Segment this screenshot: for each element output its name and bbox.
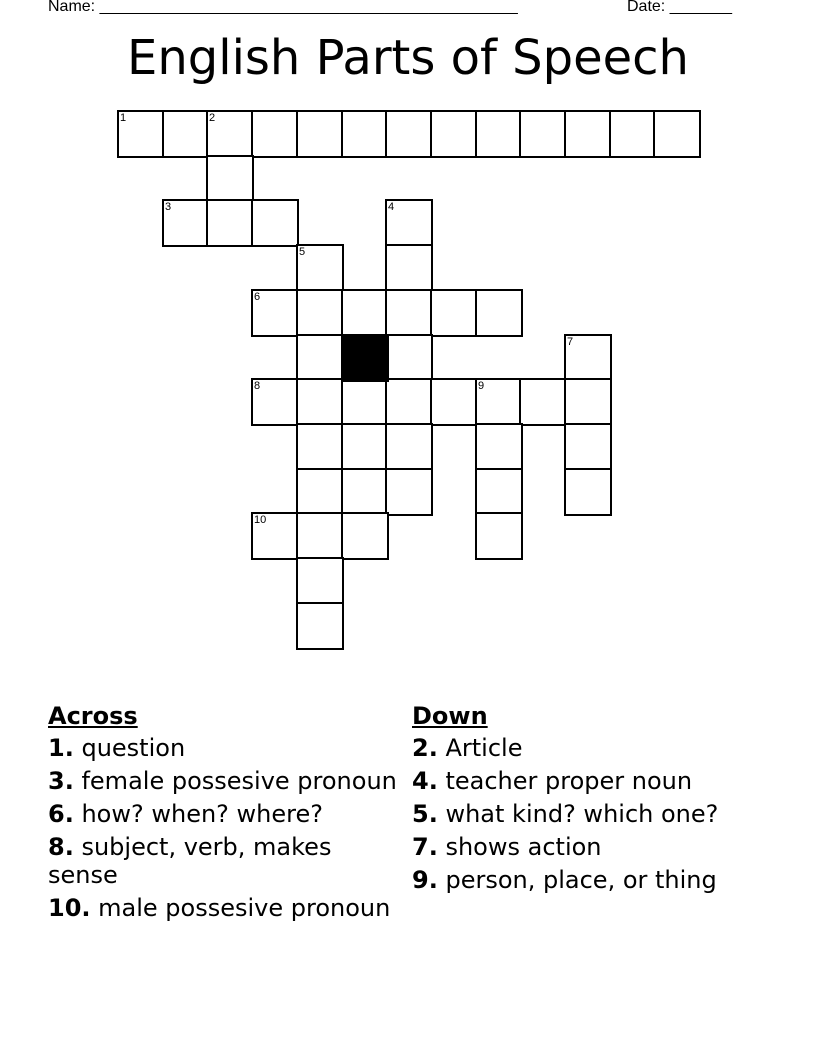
crossword-cell[interactable] xyxy=(206,155,254,203)
crossword-cell[interactable] xyxy=(251,199,299,247)
crossword-cell[interactable] xyxy=(162,199,210,247)
crossword-cell[interactable] xyxy=(296,468,344,516)
crossword-cell[interactable] xyxy=(385,334,433,382)
across-clue: 3. female possesive pronoun xyxy=(48,767,397,795)
crossword-cell[interactable] xyxy=(475,512,523,560)
across-clue: 1. question xyxy=(48,734,186,762)
crossword-cell[interactable] xyxy=(341,378,389,426)
crossword-cell[interactable] xyxy=(296,110,344,158)
clue-number: 9 xyxy=(478,380,485,392)
crossword-cell[interactable] xyxy=(341,468,389,516)
crossword-cell[interactable] xyxy=(251,378,299,426)
clue-number: 7 xyxy=(567,336,574,348)
crossword-cell[interactable] xyxy=(564,378,612,426)
crossword-cell[interactable] xyxy=(519,110,567,158)
crossword-cell[interactable] xyxy=(296,378,344,426)
crossword-cell[interactable] xyxy=(564,423,612,471)
crossword-cell[interactable] xyxy=(251,110,299,158)
crossword-cell[interactable] xyxy=(475,468,523,516)
down-clue: 4. teacher proper noun xyxy=(412,767,693,795)
clue-number: 2 xyxy=(209,112,216,124)
crossword-cell[interactable] xyxy=(385,378,433,426)
crossword-cell[interactable] xyxy=(296,557,344,605)
clue-number: 10 xyxy=(254,514,267,526)
crossword-cell[interactable] xyxy=(117,110,165,158)
across-heading: Across xyxy=(48,702,138,730)
crossword-cell[interactable] xyxy=(296,244,344,292)
crossword-cell[interactable] xyxy=(296,334,344,382)
across-clue: 6. how? when? where? xyxy=(48,800,323,828)
down-clue: 9. person, place, or thing xyxy=(412,866,717,894)
crossword-cell[interactable] xyxy=(475,378,523,426)
clue-number: 4 xyxy=(388,201,395,213)
across-clues xyxy=(48,702,398,927)
crossword-cell[interactable] xyxy=(296,423,344,471)
crossword-cell[interactable] xyxy=(430,289,478,337)
crossword-cell[interactable] xyxy=(385,244,433,292)
crossword-cell[interactable] xyxy=(475,110,523,158)
clue-number: 8 xyxy=(254,380,261,392)
crossword-cell[interactable] xyxy=(341,512,389,560)
down-clue: 7. shows action xyxy=(412,833,602,861)
crossword-cell[interactable] xyxy=(653,110,701,158)
crossword-cell[interactable] xyxy=(206,199,254,247)
crossword-cell[interactable] xyxy=(385,110,433,158)
crossword-cell[interactable] xyxy=(341,110,389,158)
clue-number: 3 xyxy=(165,201,172,213)
across-clue: 10. male possesive pronoun xyxy=(48,894,391,922)
clue-number: 1 xyxy=(120,112,127,124)
crossword-cell[interactable] xyxy=(296,289,344,337)
name-field[interactable]: Name: _______________________________________________ xyxy=(48,0,518,15)
down-clue: 5. what kind? which one? xyxy=(412,800,719,828)
crossword-cell[interactable] xyxy=(251,512,299,560)
crossword-cell[interactable] xyxy=(564,334,612,382)
crossword-cell[interactable] xyxy=(430,110,478,158)
crossword-cell[interactable] xyxy=(385,468,433,516)
crossword-cell[interactable] xyxy=(341,423,389,471)
crossword-cell[interactable] xyxy=(564,110,612,158)
crossword-cell[interactable] xyxy=(296,512,344,560)
crossword-cell[interactable] xyxy=(519,378,567,426)
crossword-cell[interactable] xyxy=(296,602,344,650)
crossword-cell[interactable] xyxy=(206,110,254,158)
clue-number: 6 xyxy=(254,291,261,303)
date-field[interactable]: Date: _______ xyxy=(627,0,732,15)
crossword-cell[interactable] xyxy=(430,378,478,426)
crossword-cell[interactable] xyxy=(385,289,433,337)
black-cell xyxy=(341,334,389,382)
crossword-cell[interactable] xyxy=(162,110,210,158)
crossword-cell[interactable] xyxy=(475,423,523,471)
crossword-cell[interactable] xyxy=(385,423,433,471)
clue-number: 5 xyxy=(299,246,306,258)
down-clues xyxy=(412,702,792,899)
crossword-cell[interactable] xyxy=(385,199,433,247)
crossword-cell[interactable] xyxy=(475,289,523,337)
down-clue: 2. Article xyxy=(412,734,523,762)
page-title: English Parts of Speech xyxy=(127,30,689,86)
crossword-cell[interactable] xyxy=(251,289,299,337)
crossword-cell[interactable] xyxy=(609,110,657,158)
down-heading: Down xyxy=(412,702,488,730)
crossword-cell[interactable] xyxy=(341,289,389,337)
crossword-cell[interactable] xyxy=(564,468,612,516)
across-clue: 8. subject, verb, makes sense xyxy=(48,833,332,889)
